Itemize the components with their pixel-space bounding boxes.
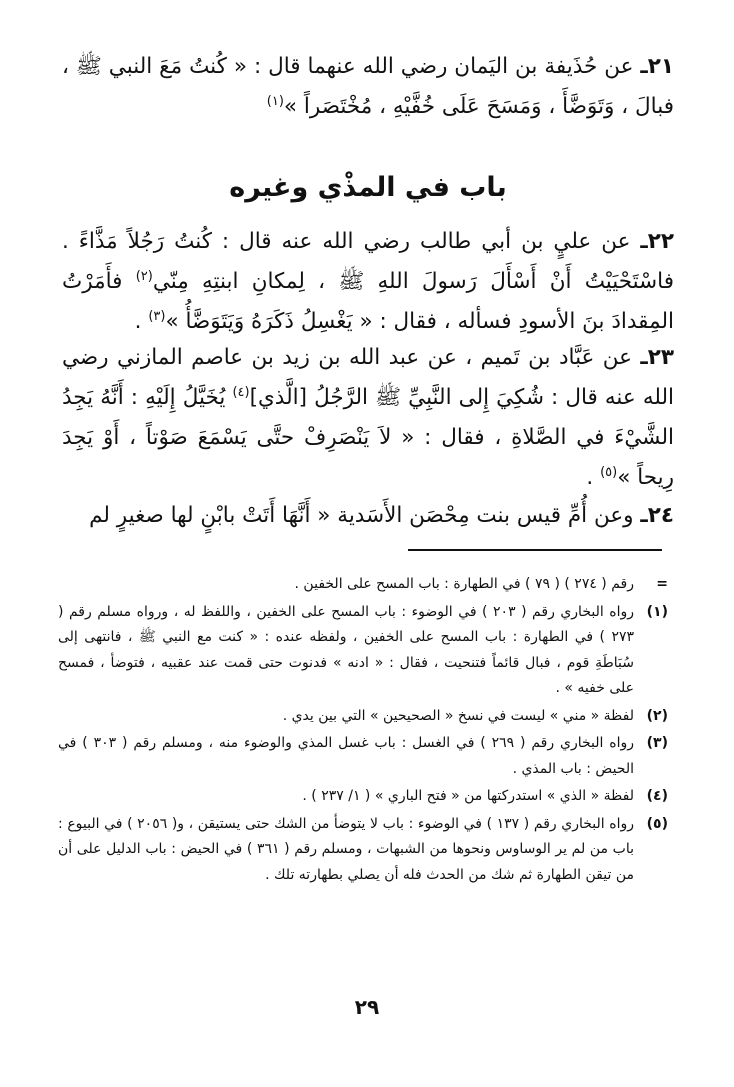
- page-number: ٢٩: [354, 995, 380, 1019]
- hadith-text: عن عليٍ بن أبي طالب رضي الله عنه قال : كُنتُ رَجُلاً مَذَّاءً . فاسْتَحْيَيْتُ أَنْ أَسْأَلَ رَسولَ اللهِ ﷺ ، لِمكانِ ابنتِهِ مِنّي: [62, 229, 674, 294]
- footnote-text: رواه البخاري رقم ( ٢٦٩ ) في الغسل : باب غسل المذي والوضوء منه ، ومسلم رقم ( ٣٠٣ ) في الحيض : باب المذي .: [58, 735, 635, 777]
- footnote-text: رواه البخاري رقم ( ١٣٧ ) في الوضوء : باب لا يتوضأ من الشك حتى يستيقن ، و( ٢٠٥٦ ) في البيوع : باب من لم ير الوساوس ونحوها من الشبهات ، ومسلم رقم ( ٣٦١ ) في الحيض : باب الدليل على أن من تيقن الطهارة ثم شك من الحدث فله أن يصلي بطهارته تلك .: [58, 815, 635, 883]
- footnote-reference[interactable]: (٢): [135, 268, 153, 284]
- footnote-reference[interactable]: (٣): [148, 308, 166, 324]
- hadith-number: ٢٣ـ: [640, 345, 674, 370]
- footnote: [58, 731, 668, 782]
- hadith-text: وعن أُمِّ قيس بنت مِحْصَن الأَسَدية « أَنَّهَا أَتَتْ بابْنٍ لها صغيرٍ لم: [89, 503, 634, 528]
- hadith-text: عن عَبَّاد بن تَميم ، عن عبد الله بن زيد بن عاصم المازني رضي الله عنه قال : شُكِيَ إِلى النَّبِيِّ ﷺ الرَّجُلُ [الَّذي]: [62, 345, 674, 410]
- hadith-text: عن حُذَيفة بن اليَمان رضي الله عنهما قال : « كُنتُ مَعَ النبي ﷺ ، فبالَ ، وَتَوَضَّأَ ، وَمَسَحَ عَلَى خُفَّيْهِ ، مُخْتَصَراً »: [62, 54, 674, 119]
- footnote: [58, 704, 668, 730]
- hadith-text: فأَمَرْتُ المِقدادَ بنَ الأسودِ فسأله ، فقال : « يَغْسِلُ ذَكَرَهُ وَيَتَوَضَّأُ »: [62, 269, 674, 334]
- hadith-number: ٢٢ـ: [640, 229, 674, 254]
- footnote-text: لفظة « الذي » استدركتها من « فتح الباري » ( ١/ ٢٣٧ ) .: [302, 788, 634, 804]
- footnote-text: لفظة « مني » ليست في نسخ « الصحيحين » التي بين يدي .: [282, 707, 634, 724]
- footnote: [58, 812, 668, 889]
- footnote-text: رقم ( ٢٧٤ ) ( ٧٩ ) في الطهارة : باب المسح على الخفين .: [294, 576, 634, 592]
- chapter-heading: باب في المذْي وغيره: [229, 172, 507, 203]
- footnotes: [58, 572, 668, 890]
- footnote: [58, 784, 668, 810]
- hadith-number: ٢٤ـ: [640, 503, 674, 528]
- footnote: [58, 600, 668, 702]
- hadith-text: .: [586, 465, 594, 490]
- hadith-number: ٢١ـ: [640, 54, 674, 79]
- footnote-marker: (٢): [646, 707, 668, 724]
- hadith-text: .: [134, 309, 142, 334]
- hadith-21: [62, 47, 674, 127]
- footnote-marker: =: [656, 576, 668, 592]
- hadith-24: [62, 496, 674, 536]
- footnote-text: رواه البخاري رقم ( ٢٠٣ ) في الوضوء : باب المسح على الخفين ، واللفظ له ، ورواه مسلم رقم ( ٢٧٣ ) في الطهارة : باب المسح على الخفين ، ولفظه عنده : « كنت مع النبي ﷺ ، فانتهى إلى سُبَاطَةِ قوم ، فبال قائماً فتنحيت ، فقال : « ادنه » فدنوت حتى قمت عند عقبيه ، فتوضأ ، فمسح على خفيه » .: [58, 603, 634, 696]
- footnote: [58, 572, 668, 598]
- hadith-22: [62, 222, 674, 342]
- footnote-reference[interactable]: (٥): [600, 464, 618, 480]
- hadith-text: يُخَيَّلُ إِلَيْهِ : أَنَّهُ يَجِدُ الشَّيْءَ في الصَّلاةِ ، فقال : « لاَ يَنْصَرِفْ حتَّى يَسْمَعَ صَوْتاً ، أَوْ يَجِدَ رِيحاً »: [62, 385, 674, 490]
- footnote-marker: (٤): [646, 788, 668, 804]
- hadith-23: [62, 338, 674, 498]
- footnote-reference[interactable]: (١): [266, 93, 284, 109]
- footnote-reference[interactable]: (٤): [232, 384, 250, 400]
- footnote-marker: (٣): [646, 735, 668, 751]
- footnote-marker: (١): [646, 603, 668, 620]
- footnote-marker: (٥): [646, 815, 668, 832]
- footnote-separator: [408, 549, 662, 551]
